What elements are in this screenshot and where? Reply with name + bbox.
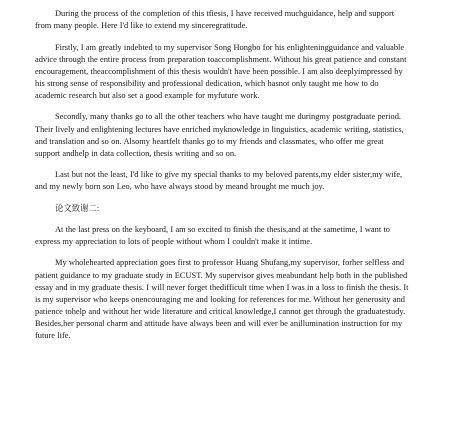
paragraph-family: Last but not the least, I'd like to give my special thanks to my beloved parents,my elder sister,my wife, and my newly born son Leo, who have always stood by meand brought me much joy. bbox=[35, 170, 403, 192]
paragraph-supervisor: Firstly, I am greatly indebted to my supervisor Song Hongbo for his enlighteningguidance and valuable advice through the entire process from preparation toaccomplishment. Without his great patience and constant encouragement, theaccomplishment of this thesis wouldn't have been possible. I am also deeplyimpressed by his strong sense of responsibility and professional dedication, which hasnot only taught me how to do academic research but also set a good example for myfuture work. bbox=[35, 42, 407, 100]
paragraph-professor: My wholehearted appreciation goes first to professor Huang Shufang,my supervisor, forher selfless and patient guidance to my graduate study in ECUST. My supervisor gives meabundant help both in the published essay and in my graduate thesis. I will never forget thedifficult time when I was in a loss to finish the thesis. It is my supervisor who keeps onencouraging me and looking for references for me. Without her generosity and patience tohelp and without her wide literature and critical knowledge,I cannot get through the graduatestudy. Besides,her personal charm and attitude have always been and will ever be anillumination instruction for my future life. bbox=[35, 258, 409, 341]
paragraph-keyboard: At the last press on the keyboard, I am so excited to finish the thesis,and at the sametime, I want to express my appreciation to lots of people without whom I couldn't make it intime. bbox=[35, 224, 390, 246]
document-page bbox=[35, 8, 411, 352]
section-heading: 论文致谢二: bbox=[55, 203, 100, 213]
paragraph-teachers: Secondly, many thanks go to all the other teachers who have taught me duringmy postgraduate period. Their lively and enlightening lectures have enriched myknowledge in linguistics, academic writing, statistics, and translation and so on. Alsomy heartfelt thanks go to my friends and classmates, who offer me great support andhelp in data collection, thesis writing and so on. bbox=[35, 112, 404, 158]
paragraph-intro: During the process of the completion of this tfiesis, I have received muchguidance, help and support from many people. Here I'd like to extend my sinceregratitude. bbox=[35, 9, 395, 31]
